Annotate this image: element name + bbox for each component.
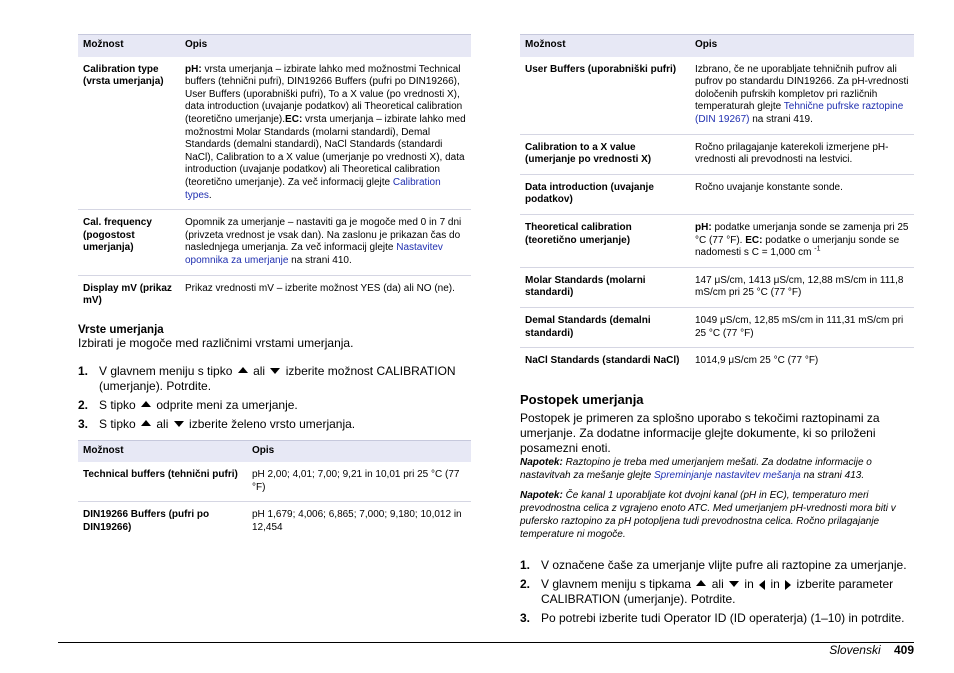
up-arrow-icon [696, 580, 706, 586]
footer-language: Slovenski [829, 643, 881, 657]
up-arrow-icon [141, 420, 151, 426]
step-number: 2. [78, 397, 89, 412]
step-text: V glavnem meniju s tipkama [541, 576, 695, 591]
option-cell: Data introduction (uvajanje podatkov) [520, 174, 690, 214]
section-intro: Izbirati je mogoče med različnimi vrstami umerjanja. [78, 335, 354, 350]
link-calibration-types[interactable]: Calibration types [185, 176, 441, 201]
right-column [520, 34, 914, 630]
table-row [520, 57, 914, 134]
link-technical-buffer-solutions[interactable]: Tehnične pufrske raztopine (DIN 19267) [695, 101, 904, 125]
step-text: odprite meni za umerjanje. [153, 397, 298, 412]
page-number: 409 [893, 643, 914, 657]
column-header-option: Možnost [78, 440, 247, 462]
table-row [520, 267, 914, 307]
table-row [78, 210, 471, 275]
table-row [520, 214, 914, 267]
footer-rule [58, 642, 914, 643]
table-header-row [520, 35, 914, 57]
up-arrow-icon [141, 401, 151, 407]
option-cell: Technical buffers (tehnični pufri) [83, 469, 238, 481]
option-cell: Theoretical calibration (teoretično umerjanje) [520, 214, 690, 267]
step-item [78, 417, 471, 432]
option-cell: User Buffers (uporabniški pufri) [525, 63, 677, 75]
description-cell: 1014,9 μS/cm 25 °C (77 °F) [690, 348, 914, 375]
description-cell [690, 214, 914, 267]
up-arrow-icon [238, 367, 248, 373]
options-table-buffers [78, 440, 471, 542]
table-row [78, 57, 471, 210]
link-calibration-reminder[interactable]: Nastavitev opomnika za umerjanje [185, 242, 443, 266]
option-cell: Display mV (prikaz mV) [78, 275, 180, 315]
step-text: in [741, 576, 758, 591]
note-label: Napotek: [520, 456, 563, 468]
table-row [78, 502, 471, 542]
step-number: 2. [520, 576, 531, 591]
step-text: S tipko [99, 416, 140, 431]
step-text: ali [249, 363, 269, 378]
option-cell: DIN19266 Buffers (pufri po DIN19266) [78, 502, 247, 542]
exponent: -1 [814, 245, 821, 253]
step-text: S tipko [99, 397, 140, 412]
step-item [78, 364, 471, 394]
table-row [520, 134, 914, 174]
steps-list [78, 364, 471, 432]
option-cell: NaCl Standards (standardi NaCl) [520, 348, 690, 375]
description-text: Opomnik za umerjanje – nastaviti ga je mogoče med 0 in 7 dni (privzeta vrednost je vsak dan). Na zaslonu je prikazan čas do naslednjega umerjanja. Za več informacij glejte [185, 217, 462, 254]
table-header-row [78, 440, 471, 462]
sentence-end: . [208, 189, 212, 201]
column-header-description: Opis [690, 35, 914, 57]
column-header-option: Možnost [78, 35, 180, 57]
description-text: Izbrano, če ne uporabljate tehničnih pufrov ali pufrov po standardu DIN19266. Za pH-vrednosti določenih pufrskih kompletov pri različnih temperaturah glejte [695, 63, 909, 113]
step-text: ali [708, 576, 728, 591]
step-text: Po potrebi izberite tudi Operator ID (ID operaterja) (1–10) in potrdite. [541, 610, 905, 625]
description-cell [690, 57, 914, 134]
column-header-description: Opis [247, 440, 471, 462]
option-cell: Cal. frequency (pogostost umerjanja) [78, 210, 180, 275]
table-row [520, 348, 914, 375]
description-cell: pH 1,679; 4,006; 6,865; 7,000; 9,180; 10,012 in 12,454 [247, 502, 471, 542]
down-arrow-icon [729, 581, 739, 587]
left-column [78, 34, 471, 542]
step-item [520, 611, 914, 626]
step-item [520, 577, 914, 607]
link-stirring-settings[interactable]: Spreminjanje nastavitev mešanja [653, 469, 801, 481]
section-intro: Postopek je primeren za splošno uporabo s tekočimi raztopinami za umerjanje. Za dodatne informacije glejte dokumente, ki so priloženi posamezni enoti. [520, 410, 880, 455]
table-header-row [78, 35, 471, 57]
step-item [78, 398, 471, 413]
column-header-option: Možnost [520, 35, 690, 57]
option-cell: Demal Standards (demalni standardi) [520, 307, 690, 347]
table-row [520, 174, 914, 214]
note-dual-channel [520, 489, 914, 541]
table-row [78, 462, 471, 502]
description-cell [180, 210, 471, 275]
step-number: 1. [78, 363, 89, 378]
step-text: izberite parameter CALIBRATION (umerjanje). Potrdite. [541, 576, 894, 606]
note-text: Če kanal 1 uporabljate kot dvojni kanal (pH in EC), temperaturo meri prevodnostna celica z vgrajeno enoto ATC. Med umerjanjem pH-vrednosti mora biti v pufersko raztopino za pH potopljena tudi prevodnostna celica. Ročno prilagajanje temperature ni mogoče. [520, 489, 896, 540]
option-cell: Molar Standards (molarni standardi) [520, 267, 690, 307]
page-reference: na strani 410. [288, 254, 352, 266]
down-arrow-icon [174, 421, 184, 427]
ec-label: EC: [745, 234, 763, 246]
ec-text: vrsta umerjanja – izbirate lahko med možnostmi Molar Standards (molarni standardi), Demal Standards (demalni standardi), NaCl Standards (standardi NaCl), Calibration to a X value (umerjanje po vrednosti X), data introduction (uvajanje podatkov) ali Theoretical calibration (teoretično umerjanje). Za več informacij glejte [185, 113, 466, 188]
step-number: 1. [520, 557, 531, 572]
description-cell: Ročno prilagajanje katerekoli izmerjene pH-vrednosti ali prevodnosti na lestvici. [690, 134, 914, 174]
page-reference: na strani 419. [749, 113, 813, 125]
note-label: Napotek: [520, 489, 563, 501]
options-table-calibration [78, 34, 471, 315]
note-stirring [520, 456, 914, 482]
description-cell: 147 μS/cm, 1413 μS/cm, 12,88 mS/cm in 111,8 mS/cm pri 25 °C (77 °F) [690, 267, 914, 307]
description-cell: Ročno uvajanje konstante sonde. [690, 174, 914, 214]
ec-text: podatke o umerjanju sonde se nadomesti s C = 1,000 cm [695, 234, 900, 259]
ph-text: vrsta umerjanja – izbirate lahko med možnostmi Technical buffers (tehnični pufri), DIN19266 Buffers (pufri po DIN19266), User Buffers (uporabniški pufri), To a X value (po vrednosti X), data introduction (uvajanje podatkov) ali Theoretical calibration (teoretično umerjanje). [185, 63, 463, 125]
steps-list [520, 558, 914, 626]
table-row [78, 275, 471, 315]
ph-text: podatke umerjanja sonde se zamenja pri 25 °C (77 °F). [695, 221, 909, 246]
ph-label: pH: [185, 63, 202, 75]
ec-label: EC: [285, 113, 303, 125]
step-text: V označene čaše za umerjanje vlijte pufre ali raztopine za umerjanje. [541, 557, 907, 572]
step-text: V glavnem meniju s tipko [99, 363, 236, 378]
step-number: 3. [78, 416, 89, 431]
step-text: ali [153, 416, 172, 431]
ph-label: pH: [695, 221, 712, 233]
step-text: izberite možnost CALIBRATION (umerjanje). Potrdite. [99, 363, 456, 393]
column-header-description: Opis [180, 35, 471, 57]
page-footer [829, 643, 914, 657]
left-arrow-icon [759, 580, 765, 590]
step-item [520, 558, 914, 573]
options-table-calibration-types [520, 34, 914, 375]
down-arrow-icon [270, 368, 280, 374]
step-number: 3. [520, 610, 531, 625]
description-cell: Prikaz vrednosti mV – izberite možnost YES (da) ali NO (ne). [180, 275, 471, 315]
right-arrow-icon [785, 580, 791, 590]
note-text: Raztopino je treba med umerjanjem mešati. Za dodatne informacije o nastavitvah za mešanje glejte [520, 456, 872, 481]
step-text: izberite želeno vrsto umerjanja. [185, 416, 356, 431]
section-title-postopek: Postopek umerjanja [520, 391, 644, 407]
description-cell [180, 57, 471, 210]
page-reference: na strani 413. [800, 469, 865, 481]
description-cell: pH 2,00; 4,01; 7,00; 9,21 in 10,01 pri 25 °C (77 °F) [252, 469, 460, 493]
section-title-vrste: Vrste umerjanja [78, 323, 164, 336]
table-row [520, 307, 914, 347]
option-cell: Calibration to a X value (umerjanje po vrednosti X) [520, 134, 690, 174]
description-cell: 1049 μS/cm, 12,85 mS/cm in 111,31 mS/cm pri 25 °C (77 °F) [690, 307, 914, 347]
step-text: in [767, 576, 784, 591]
option-cell: Calibration type (vrsta umerjanja) [83, 63, 164, 88]
